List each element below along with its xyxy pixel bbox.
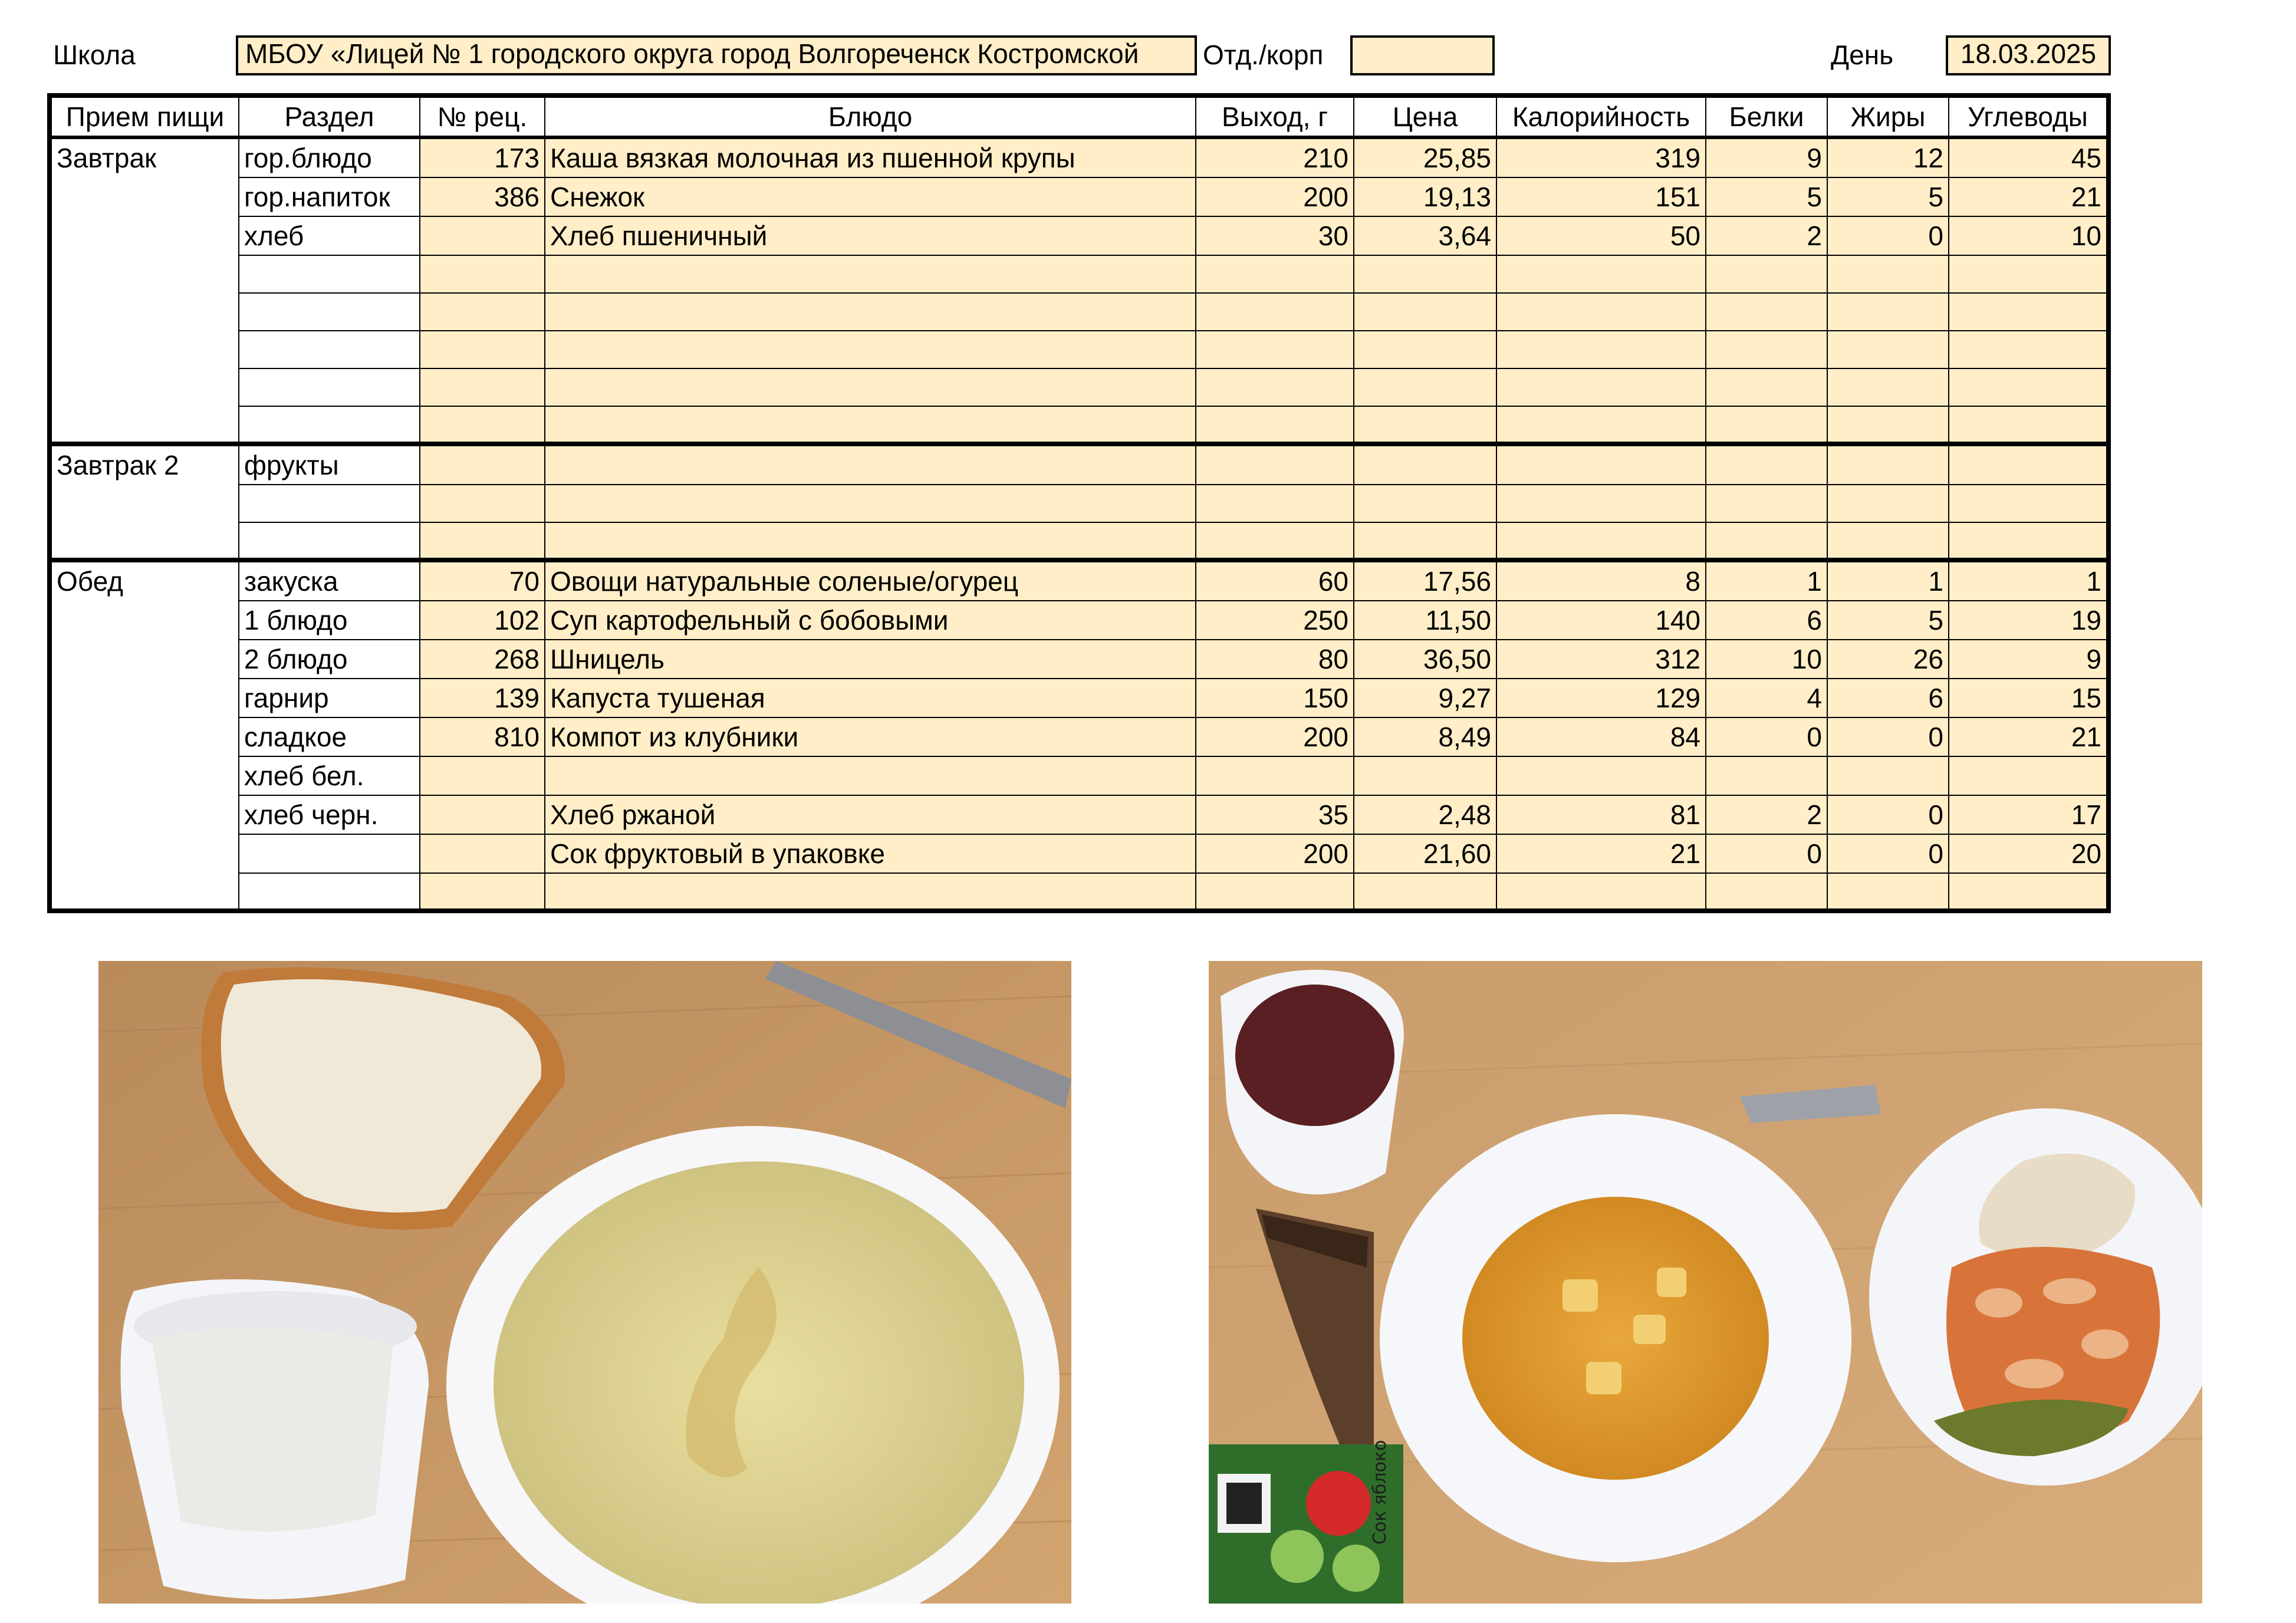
cell-protein (1706, 522, 1827, 560)
cell-carbs (1949, 873, 2108, 911)
cell-output (1196, 406, 1354, 444)
cell-fat (1827, 485, 1949, 522)
cell-fat (1827, 406, 1949, 444)
cell-price: 19,13 (1354, 177, 1496, 216)
cell-price (1354, 368, 1496, 406)
cell-output: 200 (1196, 834, 1354, 873)
cell-protein (1706, 368, 1827, 406)
cell-protein: 1 (1706, 560, 1827, 601)
cell-protein: 5 (1706, 177, 1827, 216)
cell-calories: 319 (1496, 137, 1706, 177)
cell-calories: 312 (1496, 640, 1706, 679)
table-row (50, 293, 2108, 331)
cell-calories (1496, 485, 1706, 522)
cell-calories: 84 (1496, 717, 1706, 756)
cell-recipe: 102 (420, 601, 545, 640)
cell-fat: 1 (1827, 560, 1949, 601)
cell-fat (1827, 331, 1949, 368)
cell-fat: 26 (1827, 640, 1949, 679)
cell-carbs (1949, 368, 2108, 406)
cell-protein: 10 (1706, 640, 1827, 679)
cell-meal: Завтрак (50, 137, 239, 444)
cell-recipe: 70 (420, 560, 545, 601)
cell-protein: 6 (1706, 601, 1827, 640)
cell-fat: 6 (1827, 679, 1949, 717)
col-carbs: Углеводы (1949, 96, 2108, 137)
cell-output: 250 (1196, 601, 1354, 640)
cell-dish: Каша вязкая молочная из пшенной крупы (545, 137, 1196, 177)
cell-calories (1496, 406, 1706, 444)
breakfast-photo (98, 961, 1071, 1604)
cell-recipe: 139 (420, 679, 545, 717)
cell-carbs: 21 (1949, 177, 2108, 216)
cell-section: хлеб (239, 216, 420, 255)
cell-section (239, 873, 420, 911)
cell-calories: 129 (1496, 679, 1706, 717)
cell-carbs (1949, 255, 2108, 293)
cell-output: 60 (1196, 560, 1354, 601)
cell-fat: 5 (1827, 601, 1949, 640)
cell-carbs (1949, 293, 2108, 331)
table-row (50, 522, 2108, 560)
juice-box-text: Сок яблоко (1370, 1440, 1390, 1545)
cell-recipe (420, 795, 545, 834)
cell-price: 9,27 (1354, 679, 1496, 717)
cell-section (239, 406, 420, 444)
col-calories: Калорийность (1496, 96, 1706, 137)
cell-recipe (420, 522, 545, 560)
cell-section (239, 255, 420, 293)
cell-fat (1827, 444, 1949, 485)
col-fat: Жиры (1827, 96, 1949, 137)
cell-price: 21,60 (1354, 834, 1496, 873)
cell-section: фрукты (239, 444, 420, 485)
cell-protein: 0 (1706, 834, 1827, 873)
cell-dish (545, 485, 1196, 522)
cell-dish: Компот из клубники (545, 717, 1196, 756)
cell-calories: 151 (1496, 177, 1706, 216)
cell-section (239, 485, 420, 522)
cell-carbs (1949, 756, 2108, 795)
cell-calories (1496, 444, 1706, 485)
day-value: 18.03.2025 (1946, 35, 2111, 75)
col-meal: Прием пищи (50, 96, 239, 137)
cell-price (1354, 522, 1496, 560)
cell-dish (545, 293, 1196, 331)
cell-calories: 8 (1496, 560, 1706, 601)
cell-fat: 5 (1827, 177, 1949, 216)
cell-recipe (420, 873, 545, 911)
cell-dish: Сок фруктовый в упаковке (545, 834, 1196, 873)
cell-recipe (420, 331, 545, 368)
cell-carbs: 15 (1949, 679, 2108, 717)
cell-protein (1706, 485, 1827, 522)
cell-price (1354, 293, 1496, 331)
table-row (50, 255, 2108, 293)
cell-output (1196, 444, 1354, 485)
cell-output (1196, 522, 1354, 560)
cell-recipe (420, 756, 545, 795)
cell-calories: 50 (1496, 216, 1706, 255)
cell-protein (1706, 331, 1827, 368)
cell-protein: 4 (1706, 679, 1827, 717)
table-row (50, 756, 2108, 795)
cell-section: хлеб бел. (239, 756, 420, 795)
cell-price (1354, 331, 1496, 368)
cell-carbs: 17 (1949, 795, 2108, 834)
table-row (50, 177, 2108, 216)
cell-fat (1827, 255, 1949, 293)
cell-calories (1496, 368, 1706, 406)
table-row (50, 331, 2108, 368)
cell-protein (1706, 873, 1827, 911)
table-row (50, 679, 2108, 717)
cell-price: 8,49 (1354, 717, 1496, 756)
table-row (50, 834, 2108, 873)
table-row (50, 406, 2108, 444)
cell-dish (545, 368, 1196, 406)
cell-section (239, 834, 420, 873)
cell-recipe: 268 (420, 640, 545, 679)
table-row (50, 601, 2108, 640)
cell-carbs: 45 (1949, 137, 2108, 177)
breakfast-photo-image (98, 961, 1071, 1604)
cell-recipe (420, 293, 545, 331)
cell-dish (545, 444, 1196, 485)
cell-dish: Овощи натуральные соленые/огурец (545, 560, 1196, 601)
cell-section (239, 522, 420, 560)
cell-carbs (1949, 485, 2108, 522)
cell-output: 35 (1196, 795, 1354, 834)
cell-fat (1827, 756, 1949, 795)
menu-body (50, 137, 2108, 911)
cell-recipe (420, 216, 545, 255)
cell-price: 11,50 (1354, 601, 1496, 640)
cell-recipe (420, 406, 545, 444)
col-recipe: № рец. (420, 96, 545, 137)
cell-section: 2 блюдо (239, 640, 420, 679)
cell-dish: Снежок (545, 177, 1196, 216)
table-row (50, 717, 2108, 756)
school-label: Школа (53, 39, 136, 70)
cell-recipe (420, 444, 545, 485)
col-protein: Белки (1706, 96, 1827, 137)
cell-dish: Суп картофельный с бобовыми (545, 601, 1196, 640)
cell-protein (1706, 293, 1827, 331)
cell-dish: Капуста тушеная (545, 679, 1196, 717)
cell-dish (545, 756, 1196, 795)
cell-calories (1496, 873, 1706, 911)
table-row (50, 560, 2108, 601)
cell-meal: Обед (50, 560, 239, 911)
col-dish: Блюдо (545, 96, 1196, 137)
cell-price (1354, 444, 1496, 485)
cell-calories: 140 (1496, 601, 1706, 640)
cell-fat (1827, 293, 1949, 331)
cell-price (1354, 873, 1496, 911)
cell-output: 200 (1196, 717, 1354, 756)
cell-carbs: 9 (1949, 640, 2108, 679)
table-row (50, 216, 2108, 255)
cell-output (1196, 485, 1354, 522)
cell-section: 1 блюдо (239, 601, 420, 640)
menu-table (47, 93, 2111, 913)
cell-output: 200 (1196, 177, 1354, 216)
cell-recipe (420, 255, 545, 293)
cell-carbs (1949, 522, 2108, 560)
cell-fat: 12 (1827, 137, 1949, 177)
cell-section (239, 293, 420, 331)
cell-output (1196, 756, 1354, 795)
cell-calories (1496, 293, 1706, 331)
cell-output: 30 (1196, 216, 1354, 255)
cell-section: гарнир (239, 679, 420, 717)
cell-price: 3,64 (1354, 216, 1496, 255)
cell-carbs: 1 (1949, 560, 2108, 601)
cell-section (239, 368, 420, 406)
cell-calories (1496, 255, 1706, 293)
cell-protein: 0 (1706, 717, 1827, 756)
cell-meal: Завтрак 2 (50, 444, 239, 560)
table-row (50, 873, 2108, 911)
header-row (50, 96, 2108, 137)
cell-fat: 0 (1827, 834, 1949, 873)
cell-carbs (1949, 406, 2108, 444)
cell-protein (1706, 444, 1827, 485)
cell-price (1354, 406, 1496, 444)
cell-price: 36,50 (1354, 640, 1496, 679)
cell-dish: Хлеб ржаной (545, 795, 1196, 834)
cell-carbs: 20 (1949, 834, 2108, 873)
cell-protein (1706, 406, 1827, 444)
cell-fat: 0 (1827, 795, 1949, 834)
cell-protein: 9 (1706, 137, 1827, 177)
cell-calories (1496, 756, 1706, 795)
table-row (50, 368, 2108, 406)
cell-output (1196, 255, 1354, 293)
cell-price (1354, 756, 1496, 795)
cell-section: хлеб черн. (239, 795, 420, 834)
col-price: Цена (1354, 96, 1496, 137)
cell-carbs (1949, 331, 2108, 368)
cell-protein (1706, 756, 1827, 795)
lunch-photo (1209, 961, 2202, 1604)
cell-output (1196, 873, 1354, 911)
cell-recipe: 173 (420, 137, 545, 177)
cell-calories: 21 (1496, 834, 1706, 873)
cell-dish (545, 406, 1196, 444)
cell-dish (545, 522, 1196, 560)
cell-section: гор.напиток (239, 177, 420, 216)
cell-carbs (1949, 444, 2108, 485)
table-row (50, 137, 2108, 177)
cell-fat: 0 (1827, 216, 1949, 255)
table-row (50, 444, 2108, 485)
cell-dish (545, 255, 1196, 293)
cell-recipe: 810 (420, 717, 545, 756)
cell-output: 150 (1196, 679, 1354, 717)
cell-calories (1496, 331, 1706, 368)
table-row (50, 640, 2108, 679)
cell-fat (1827, 522, 1949, 560)
cell-dish: Хлеб пшеничный (545, 216, 1196, 255)
school-value: МБОУ «Лицей № 1 городского округа город Волгореченск Костромской (236, 35, 1197, 75)
cell-price (1354, 255, 1496, 293)
cell-protein: 2 (1706, 795, 1827, 834)
cell-dish (545, 873, 1196, 911)
table-row (50, 795, 2108, 834)
cell-price: 2,48 (1354, 795, 1496, 834)
cell-carbs: 10 (1949, 216, 2108, 255)
cell-fat (1827, 368, 1949, 406)
cell-fat (1827, 873, 1949, 911)
table-row (50, 485, 2108, 522)
cell-recipe (420, 834, 545, 873)
cell-output (1196, 331, 1354, 368)
cell-carbs: 19 (1949, 601, 2108, 640)
cell-protein: 2 (1706, 216, 1827, 255)
cell-carbs: 21 (1949, 717, 2108, 756)
cell-section: закуска (239, 560, 420, 601)
cell-fat: 0 (1827, 717, 1949, 756)
lunch-photo-image (1209, 961, 2202, 1604)
cell-price: 17,56 (1354, 560, 1496, 601)
cell-price (1354, 485, 1496, 522)
cell-section: сладкое (239, 717, 420, 756)
cell-output (1196, 368, 1354, 406)
cell-protein (1706, 255, 1827, 293)
dept-value (1350, 35, 1495, 75)
col-section: Раздел (239, 96, 420, 137)
cell-section: гор.блюдо (239, 137, 420, 177)
cell-output: 210 (1196, 137, 1354, 177)
day-label: День (1831, 39, 1894, 70)
col-output: Выход, г (1196, 96, 1354, 137)
cell-recipe (420, 485, 545, 522)
cell-recipe (420, 368, 545, 406)
cell-price: 25,85 (1354, 137, 1496, 177)
cell-dish (545, 331, 1196, 368)
cell-calories: 81 (1496, 795, 1706, 834)
cell-recipe: 386 (420, 177, 545, 216)
cell-dish: Шницель (545, 640, 1196, 679)
cell-calories (1496, 522, 1706, 560)
cell-section (239, 331, 420, 368)
cell-output: 80 (1196, 640, 1354, 679)
cell-output (1196, 293, 1354, 331)
dept-label: Отд./корп (1203, 39, 1324, 70)
